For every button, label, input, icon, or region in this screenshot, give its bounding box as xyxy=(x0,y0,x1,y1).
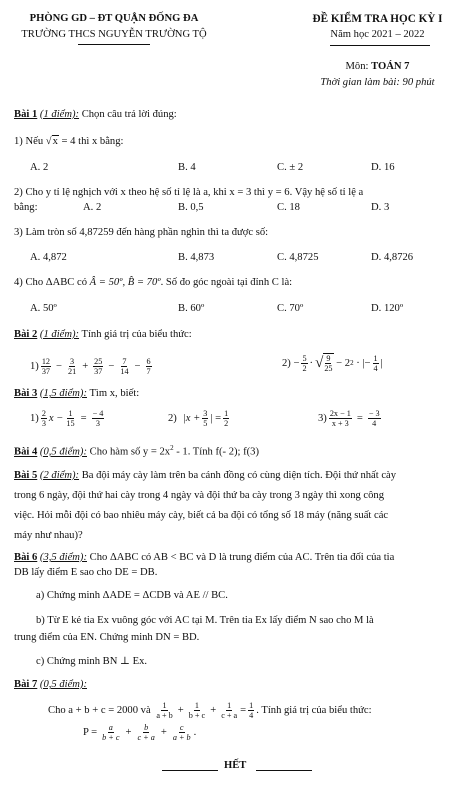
q4-option-c: C. 70º xyxy=(277,303,304,314)
bai3-expr1 xyxy=(30,409,106,428)
operator: · xyxy=(309,357,314,369)
fraction: $\frac{3}{21}$ xyxy=(68,357,77,376)
bai6-part-b-line2: trung điểm của EN. Chứng minh DN = BD. xyxy=(14,632,200,643)
bai5-line2: trong 6 ngày, đội thứ hai cày trong 4 ngày và đội thứ ba cày trong 3 ngày thì xong công xyxy=(14,490,385,501)
q4-angle-b: B̂ = 70º xyxy=(127,277,161,288)
operator: + xyxy=(82,361,89,372)
bai2-instruction: Tính giá trị của biểu thức: xyxy=(79,329,192,340)
bai3-e3-label: 3) xyxy=(318,413,327,424)
operator: + xyxy=(160,727,167,738)
fraction: $\frac{- 3}{4}$ xyxy=(368,409,380,428)
q1-option-c: C. ± 2 xyxy=(277,162,304,173)
bai4-text-pre: Cho hàm số y = 2x xyxy=(87,446,171,458)
exponent: 2 xyxy=(170,444,174,452)
operator: + xyxy=(177,705,184,716)
bai1-points: (1 điểm): xyxy=(39,109,80,120)
bai3-expr3 xyxy=(318,409,383,428)
bai7-p-label: P = xyxy=(83,727,98,738)
header-right-underline xyxy=(330,45,430,46)
operator: + xyxy=(210,705,217,716)
bai2-title: Bài 2 xyxy=(14,329,38,340)
operator: · xyxy=(353,357,363,369)
q4-option-a: A. 50º xyxy=(30,303,57,314)
operator: − xyxy=(134,361,141,372)
bai2-points: (1 điểm): xyxy=(39,329,80,340)
q4-prefix: 4) Cho ΔABC có xyxy=(14,277,90,288)
bai3-e1-label: 1) xyxy=(30,413,39,424)
q4-option-d: D. 120º xyxy=(371,303,404,314)
q4-angle-a: Â = 50º, xyxy=(89,277,128,288)
bai1-q1 xyxy=(14,136,123,147)
fraction: $\frac{2}{3}$ xyxy=(41,409,46,428)
bai7-pre: Cho a + b + c = 2000 và xyxy=(48,705,154,716)
q4-option-b: B. 60º xyxy=(178,303,205,314)
end-marker: HẾT xyxy=(224,760,247,771)
fraction: $\frac{1}{2}$ xyxy=(224,409,229,428)
fraction: $\frac{12}{37}$ xyxy=(41,357,51,376)
bai2-e2-label: 2) − xyxy=(282,357,300,369)
fraction: $\frac{5}{2}$ xyxy=(302,353,307,373)
exam-title: ĐỀ KIỂM TRA HỌC KỲ I xyxy=(312,13,443,25)
bai3-e2-post: | = xyxy=(210,413,222,424)
fraction: $\frac{1}{4}$ xyxy=(249,701,254,720)
bai3-title: Bài 3 xyxy=(14,388,38,399)
bai1-instruction: Chọn câu trả lời đúng: xyxy=(79,109,177,120)
operator: = xyxy=(356,413,363,424)
q4-suffix: . Số đo góc ngoài tại đỉnh C là: xyxy=(160,277,293,288)
abs-close: | xyxy=(380,357,383,369)
bai6-part-b-line1: b) Từ E kẻ tia Ex vuông góc với AC tại M. Trên tia Ex lấy điểm N sao cho M là xyxy=(36,615,374,626)
fraction: $\frac{6}{7}$ xyxy=(146,357,151,376)
exponent: 2 xyxy=(350,359,354,367)
operator: − xyxy=(108,361,115,372)
fraction: $\frac{c}{a + b}$ xyxy=(172,723,191,742)
bai4-text xyxy=(14,444,259,458)
bai3-points: (1,5 điểm): xyxy=(39,388,87,399)
bai5-line4: máy như nhau)? xyxy=(14,530,83,541)
fraction: $\frac{9}{25}$ xyxy=(324,354,333,373)
fraction: $\frac{3}{5}$ xyxy=(203,409,208,428)
operator: + xyxy=(125,727,132,738)
subject-name: TOÁN 7 xyxy=(371,61,410,72)
department-name: PHÒNG GD – ĐT QUẬN ĐỐNG ĐA xyxy=(29,13,199,24)
bai1-title: Bài 1 xyxy=(14,109,38,120)
bai7-post: . Tính giá trị của biểu thức: xyxy=(256,705,372,716)
bai5-line3: việc. Hỏi mỗi đội có bao nhiêu máy cày, biết cả ba đội có tổng số 18 máy (năng suất các xyxy=(14,510,389,521)
q1-radicand: x xyxy=(52,136,58,147)
fraction: $\frac{1}{4}$ xyxy=(373,353,378,373)
bai3-expr2 xyxy=(168,409,231,428)
q1-option-d: D. 16 xyxy=(371,162,395,173)
bai2-e2-mid: − 2 xyxy=(333,357,351,369)
exam-time: Thời gian làm bài: 90 phút xyxy=(320,77,435,88)
q2-option-d: D. 3 xyxy=(371,202,390,213)
fraction: $\frac{- 4}{3}$ xyxy=(92,409,104,428)
fraction: $\frac{a}{b + c}$ xyxy=(102,723,120,742)
bai7-heading xyxy=(14,679,87,690)
sqrt-symbol: √ $\frac{9}{25}$ xyxy=(315,354,333,373)
bai7-points: (0,5 điểm): xyxy=(39,679,87,690)
q3-option-d: D. 4,8726 xyxy=(371,252,414,263)
bai3-instruction: Tìm x, biết: xyxy=(87,388,140,399)
bai6-title: Bài 6 xyxy=(14,552,38,563)
footer-rule-right xyxy=(256,770,312,771)
subject-label: Môn: xyxy=(345,61,372,72)
fraction: $\frac{1}{a + b}$ xyxy=(156,701,173,720)
bai6-line2: DB lấy điểm E sao cho DE = DB. xyxy=(14,567,158,578)
q3-option-a: A. 4,872 xyxy=(30,252,67,263)
school-year: Năm học 2021 – 2022 xyxy=(330,29,425,40)
bai7-title: Bài 7 xyxy=(14,679,38,690)
bai7-p-end: . xyxy=(193,727,197,738)
bai5-line1 xyxy=(14,470,396,481)
bai2-expr2 xyxy=(282,353,383,373)
bai5-text-1: Ba đội máy cày làm trên ba cánh đồng có cùng diện tích. Đội thứ nhất cày xyxy=(79,470,397,481)
bai5-points: (2 điểm): xyxy=(39,470,80,481)
bai7-condition xyxy=(48,701,372,720)
q4-text xyxy=(14,277,292,288)
footer-rule-left xyxy=(162,770,218,771)
bai3-e2-label: 2) xyxy=(168,413,177,424)
bai2-e1-label: 1) xyxy=(30,361,39,372)
q3-option-c: C. 4,8725 xyxy=(277,252,319,263)
q1-option-b: B. 4 xyxy=(178,162,196,173)
fraction: $\frac{1}{c + a}$ xyxy=(221,701,238,720)
bai1-heading xyxy=(14,109,177,120)
q3-option-b: B. 4,873 xyxy=(178,252,215,263)
bai4-title: Bài 4 xyxy=(14,446,38,458)
q3-text: 3) Làm tròn số 4,87259 đến hàng phần nghìn thì ta được số: xyxy=(14,227,269,238)
header-left-underline xyxy=(78,44,150,45)
fraction: $\frac{b}{c + a}$ xyxy=(137,723,155,742)
bai4-points: (0,5 điểm): xyxy=(39,446,87,458)
sqrt-symbol: √x xyxy=(45,136,58,147)
bai4-text-post: - 1. Tính f(- 2); f(3) xyxy=(173,446,259,458)
bai5-title: Bài 5 xyxy=(14,470,38,481)
operator: − xyxy=(56,361,62,372)
bai7-expression xyxy=(83,723,196,742)
bai6-part-c: c) Chứng minh BN ⊥ Ex. xyxy=(36,656,148,667)
bai6-text-1: Cho ΔABC có AB < BC và D là trung điểm của AC. Trên tia đối của tia xyxy=(87,552,395,563)
operator: = xyxy=(240,705,247,716)
bai3-e2-pre: |x + xyxy=(182,413,201,424)
bai2-heading xyxy=(14,329,192,340)
bai6-line1 xyxy=(14,552,394,563)
fraction: $\frac{1}{b + c}$ xyxy=(188,701,206,720)
q1-suffix: = 4 thì x bằng: xyxy=(58,136,124,147)
q2-option-b: B. 0,5 xyxy=(178,202,204,213)
q1-prefix: 1) Nếu xyxy=(14,136,46,147)
fraction: $\frac{7}{14}$ xyxy=(120,357,129,376)
subject-line xyxy=(290,61,465,72)
operator: = xyxy=(80,413,87,424)
q2-option-c: C. 18 xyxy=(277,202,300,213)
bai3-e1-x: x − xyxy=(48,413,64,424)
abs-open: |− xyxy=(362,357,371,369)
bai3-heading xyxy=(14,388,139,399)
bai6-points: (3,5 điểm): xyxy=(39,552,87,563)
q2-line1: 2) Cho y tỉ lệ nghịch với x theo hệ số tỉ lệ là a, khi x = 3 thì y = 6. Vậy hệ số tỉ lệ a xyxy=(14,187,364,198)
bai2-expr1 xyxy=(30,357,154,376)
fraction: $\frac{1}{15}$ xyxy=(66,409,75,428)
q1-option-a: A. 2 xyxy=(30,162,49,173)
q2-line2: bằng: xyxy=(14,202,38,213)
fraction: $\frac{25}{37}$ xyxy=(94,357,103,376)
q2-option-a: A. 2 xyxy=(83,202,102,213)
bai6-part-a: a) Chứng minh ΔADE = ΔCDB và AE // BC. xyxy=(36,590,228,601)
fraction: $\frac{2x - 1}{x + 3}$ xyxy=(329,409,351,428)
school-name: TRƯỜNG THCS NGUYỄN TRƯỜNG TỘ xyxy=(21,29,207,40)
